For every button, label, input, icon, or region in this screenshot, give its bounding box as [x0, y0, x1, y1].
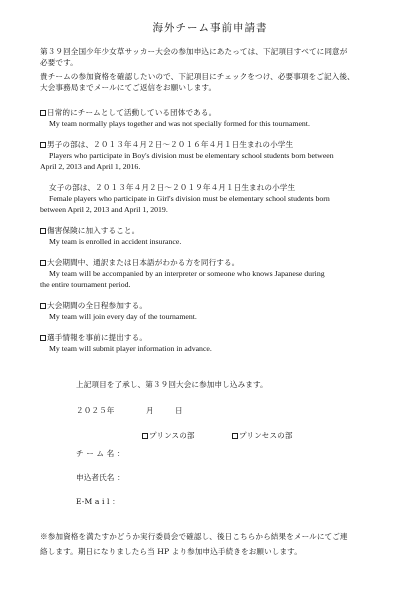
division-prince-checkbox[interactable]: [142, 433, 148, 439]
team-name-field[interactable]: [132, 446, 372, 459]
item-4-checkbox[interactable]: [40, 260, 46, 266]
team-name-label: チ ー ム 名 ：: [76, 449, 125, 458]
item-1-en: My team normally plays together and was not specially formed for this tournament.: [49, 119, 310, 128]
applicant-label: 申込者氏名 ：: [76, 473, 125, 482]
footer-note-2: 絡します。期日になりましたら当 HP より参加申込手続きをお願いします。: [40, 547, 302, 556]
division-prince-option[interactable]: [142, 430, 195, 441]
item-4-en-1: My team will be accompanied by an interpreter or someone who knows Japanese during: [49, 269, 325, 278]
intro-line-4: 大会事務局までメールにてご返信をお願いします。: [40, 83, 217, 92]
item-2-en-2: April 2, 2013 and April 1, 2016.: [40, 162, 141, 171]
applicant-field[interactable]: [132, 470, 372, 483]
division-prince-label: プリンスの部: [149, 431, 195, 440]
item-1-jp: 日常的にチームとして活動している団体である。: [47, 108, 217, 117]
division-princess-checkbox[interactable]: [232, 433, 238, 439]
item-6-row: [40, 332, 147, 343]
item-5-row: [40, 300, 147, 311]
item-5-jp: 大会期間の全日程参加する。: [47, 301, 148, 310]
item-4-en-2: the entire tournament period.: [40, 280, 131, 289]
item-6-jp: 選手情報を事前に提出する。: [47, 333, 148, 342]
date-day: 日: [175, 406, 183, 415]
division-princess-label: プリンセスの部: [239, 431, 293, 440]
email-label: E-M a i l ：: [76, 497, 120, 506]
item-3-row: [40, 225, 139, 236]
item-1-row: [40, 107, 216, 118]
item-2-jp: 男子の部は、２０１３年４月２日～２０１６年４月１日生まれの小学生: [47, 140, 294, 149]
intro-line-3: 貴チームの参加資格を確認したいので、下記項目にチェックをつけ、必要事項をご記入後、: [40, 72, 355, 81]
item-5-en: My team will join every day of the tournament.: [49, 312, 197, 321]
item-1-checkbox[interactable]: [40, 110, 46, 116]
item-2-girls-en-2: between April 2, 2013 and April 1, 2019.: [40, 205, 168, 214]
item-4-jp: 大会期間中、通訳または日本語がわかる方を同行する。: [47, 258, 240, 267]
item-2-en-1: Players who participate in Boy's division must be elementary school students born between: [49, 151, 334, 160]
intro-line-2: 必要です。: [40, 58, 78, 67]
email-field[interactable]: [132, 494, 372, 507]
footer-note-1: ※参加資格を満たすかどうか実行委員会で確認し、後日こちらから結果をメールにてご連: [40, 532, 348, 541]
agreement-text: 上記項目を了承し、第３９回大会に参加申し込みます。: [76, 380, 268, 389]
item-2-girls-en-1: Female players who participate in Girl's division must be elementary school students born: [49, 194, 330, 203]
item-2-checkbox[interactable]: [40, 142, 46, 148]
item-2-row: [40, 139, 293, 150]
intro-line-1: 第３９回全国少年少女草サッカー大会の参加申込にあたっては、下記項目すべてに同意が: [40, 47, 348, 56]
item-3-en: My team is enrolled in accident insurance.: [49, 237, 182, 246]
item-3-checkbox[interactable]: [40, 228, 46, 234]
item-6-checkbox[interactable]: [40, 335, 46, 341]
date-month: 月: [146, 406, 154, 415]
item-4-row: [40, 257, 239, 268]
item-6-en: My team will submit player information in advance.: [49, 344, 212, 353]
form-title: 海外チーム事前申請書: [152, 22, 268, 34]
item-3-jp: 傷害保険に加入すること。: [47, 226, 140, 235]
item-5-checkbox[interactable]: [40, 303, 46, 309]
date-year: ２０２５年: [76, 406, 115, 415]
division-princess-option[interactable]: [232, 430, 293, 441]
item-2-girls-jp: 女子の部は、２０１３年４月２日～２０１９年４月１日生まれの小学生: [49, 183, 296, 192]
